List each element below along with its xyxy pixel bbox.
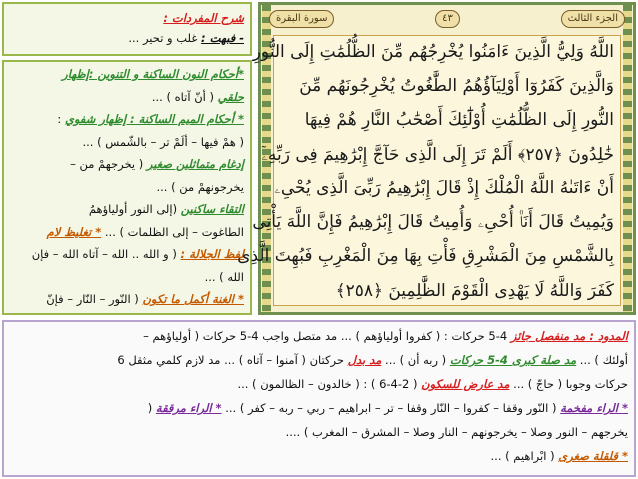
rule-line-segment: ( النّور – النّار – فإنّ	[46, 292, 143, 306]
rule-line-segment: * أحكام الميم الساكنة : إظهار شفوي	[64, 112, 244, 126]
madd-line-segment: حركات وجوبا ( حاجّ ) ...	[509, 377, 628, 391]
rule-line-segment: الله ) ...	[204, 269, 244, 284]
rule-line-segment: :	[57, 112, 65, 126]
verse-line: كَفَرَ وَاللَّهُ لَا يَهْدِى الْقَوْمَ الظَّٰلِمِينَ ﴿٢٥٨﴾	[335, 281, 614, 301]
vocab-box	[2, 2, 252, 56]
madd-line	[10, 376, 628, 393]
rule-line-segment: ( يخرجهمْ من –	[70, 157, 147, 171]
madd-line	[10, 400, 628, 417]
rule-line	[8, 224, 244, 240]
madd-line	[10, 328, 628, 345]
rule-line-segment: * تغليظ لام	[46, 224, 102, 239]
rule-line	[8, 156, 244, 172]
mushaf-header	[269, 8, 625, 30]
madd-line-segment: 4-5 حركات : ( كفروا أولياؤهم ) ... مد متصل واجب 4-5 حركات ( أولياؤهم –	[143, 329, 511, 343]
madd-line-segment: ( ربه أن ) ...	[381, 353, 450, 367]
juz-label: الجزء الثالث	[561, 10, 625, 28]
verse-line: بِالشَّمْسِ مِنَ الْمَشْرِقِ فَأْتِ بِهَا مِنَ الْمَغْرِبِ فَبُهِتَ الَّذِى	[237, 246, 614, 266]
tajweed-notes-panel	[2, 2, 254, 315]
rule-line-segment: ( أنّ آتاه ) ...	[151, 89, 218, 104]
rule-line	[8, 134, 244, 150]
rule-line	[8, 179, 244, 195]
vocab-entry: - فبهت : غلب و تحير ...	[128, 31, 244, 45]
verse-line: اللَّهُ وَلِيُّ الَّذِينَ ءَامَنُوا يُخْرِجُهُم مِّنَ الظُّلُمَٰتِ إِلَى النُّورِ	[252, 42, 614, 62]
verse-line: وَالَّذِينَ كَفَرُوٓا أَوْلِيَآؤُهُمُ الطَّٰغُوتُ يُخْرِجُونَهُم مِّنَ	[299, 76, 614, 96]
madd-line-segment: مد عارض للسكون	[421, 377, 510, 391]
madd-rules-panel	[2, 320, 636, 477]
vocab-heading: شرح المفردات :	[163, 11, 244, 25]
page-number: ٤٣	[435, 10, 460, 28]
rule-line-segment: ( و الله .. الله – آتاه الله – فإن	[31, 247, 181, 261]
rule-line-segment: *أحكام النون الساكنة و التنوين :إظهار	[62, 67, 244, 81]
madd-line-segment: (	[147, 401, 156, 415]
verse-line: وَيُمِيتُ قَالَ أَنَا۠ أُحْىِۦ وَأُمِيتُ قَالَ إِبْرَٰهِيمُ فَإِنَّ اللَّهَ يَأْتِى	[252, 212, 614, 232]
rule-line	[8, 246, 244, 262]
madd-line-segment: * الراء مرققة	[155, 401, 222, 415]
rule-line-segment: (إلى النور أولياؤهمُ	[88, 202, 181, 216]
surah-label: سورة البقرة	[269, 10, 334, 28]
rule-line	[8, 269, 244, 285]
madd-line-segment: أولئك ) ...	[576, 353, 628, 367]
rule-line-segment: التقاء ساكنين	[180, 202, 244, 216]
rule-line-segment: لفظ الجلالة :	[180, 247, 244, 261]
madd-line	[10, 424, 628, 441]
madd-line-segment: ( ابْراهيم ) ...	[490, 449, 559, 463]
rule-line-segment: * الغنة أكمل ما تكون	[142, 292, 244, 306]
madd-line	[10, 352, 628, 369]
madd-line	[10, 448, 628, 465]
rule-line	[8, 111, 244, 127]
madd-line-segment: مد بدل	[347, 353, 382, 367]
madd-line-segment: ( النّور وقفا – كفروا – النّار وقفا – تر – ابراهيم – ربي – ربه – كفر ) ...	[221, 401, 561, 415]
mushaf-page	[237, 2, 636, 315]
rule-line	[8, 291, 244, 307]
verses-area	[237, 35, 621, 306]
madd-line-segment: * الراء مفخمة	[560, 401, 628, 415]
rule-line	[8, 201, 244, 217]
madd-line-segment: يخرجهم – النور وصلا – يخرجونهم – النار وصلا – المشرق – المغرب ) ....	[285, 425, 628, 439]
madd-line-segment: المدود : مد منفصل جائز	[510, 329, 628, 343]
madd-line-segment: حركتان ( آمنوا – آتاه ) ... مد لازم كلمي مثقل 6	[117, 353, 348, 367]
rule-line	[8, 66, 244, 82]
madd-line-segment: * قلقلة صغرى	[558, 449, 628, 463]
verse-line: خَٰلِدُونَ ﴿٢٥٧﴾ أَلَمْ تَرَ إِلَى الَّذِى حَآجَّ إِبْرَٰهِيمَ فِى رَبِّهِۦٓ	[261, 145, 614, 165]
border-ornament-right	[623, 5, 632, 312]
rule-line-segment: يخرجونهمْ من ) ...	[156, 179, 244, 194]
verse-line: أَنْ ءَاتَىٰهُ اللَّهُ الْمُلْكَ إِذْ قَالَ إِبْرَٰهِيمُ رَبِّىَ الَّذِى يُحْىِۦ	[274, 178, 614, 198]
madd-line-segment: ( 2-4-6 ) : ( خالدون – الظالمون ) ...	[237, 377, 422, 391]
rule-line-segment: حلقي	[217, 89, 244, 104]
rule-line-segment: ( همْ فيها – ألَمْ تر – بالشّمس ) ...	[82, 134, 244, 149]
rule-line-segment: إدغام متماثلين صغير	[146, 157, 244, 171]
rule-line	[8, 89, 244, 105]
verse-line: النُّورِ إِلَى الظُّلُمَٰتِ أُوْلَٰٓئِكَ أَصْحَٰبُ النَّارِ هُمْ فِيهَا	[304, 110, 614, 130]
rules-box	[2, 60, 252, 315]
madd-line-segment: مد صلة كبرى 4-5 حركات	[449, 353, 577, 367]
rule-line-segment: الطاغوت – إلى الظلمات ) ...	[101, 224, 244, 239]
